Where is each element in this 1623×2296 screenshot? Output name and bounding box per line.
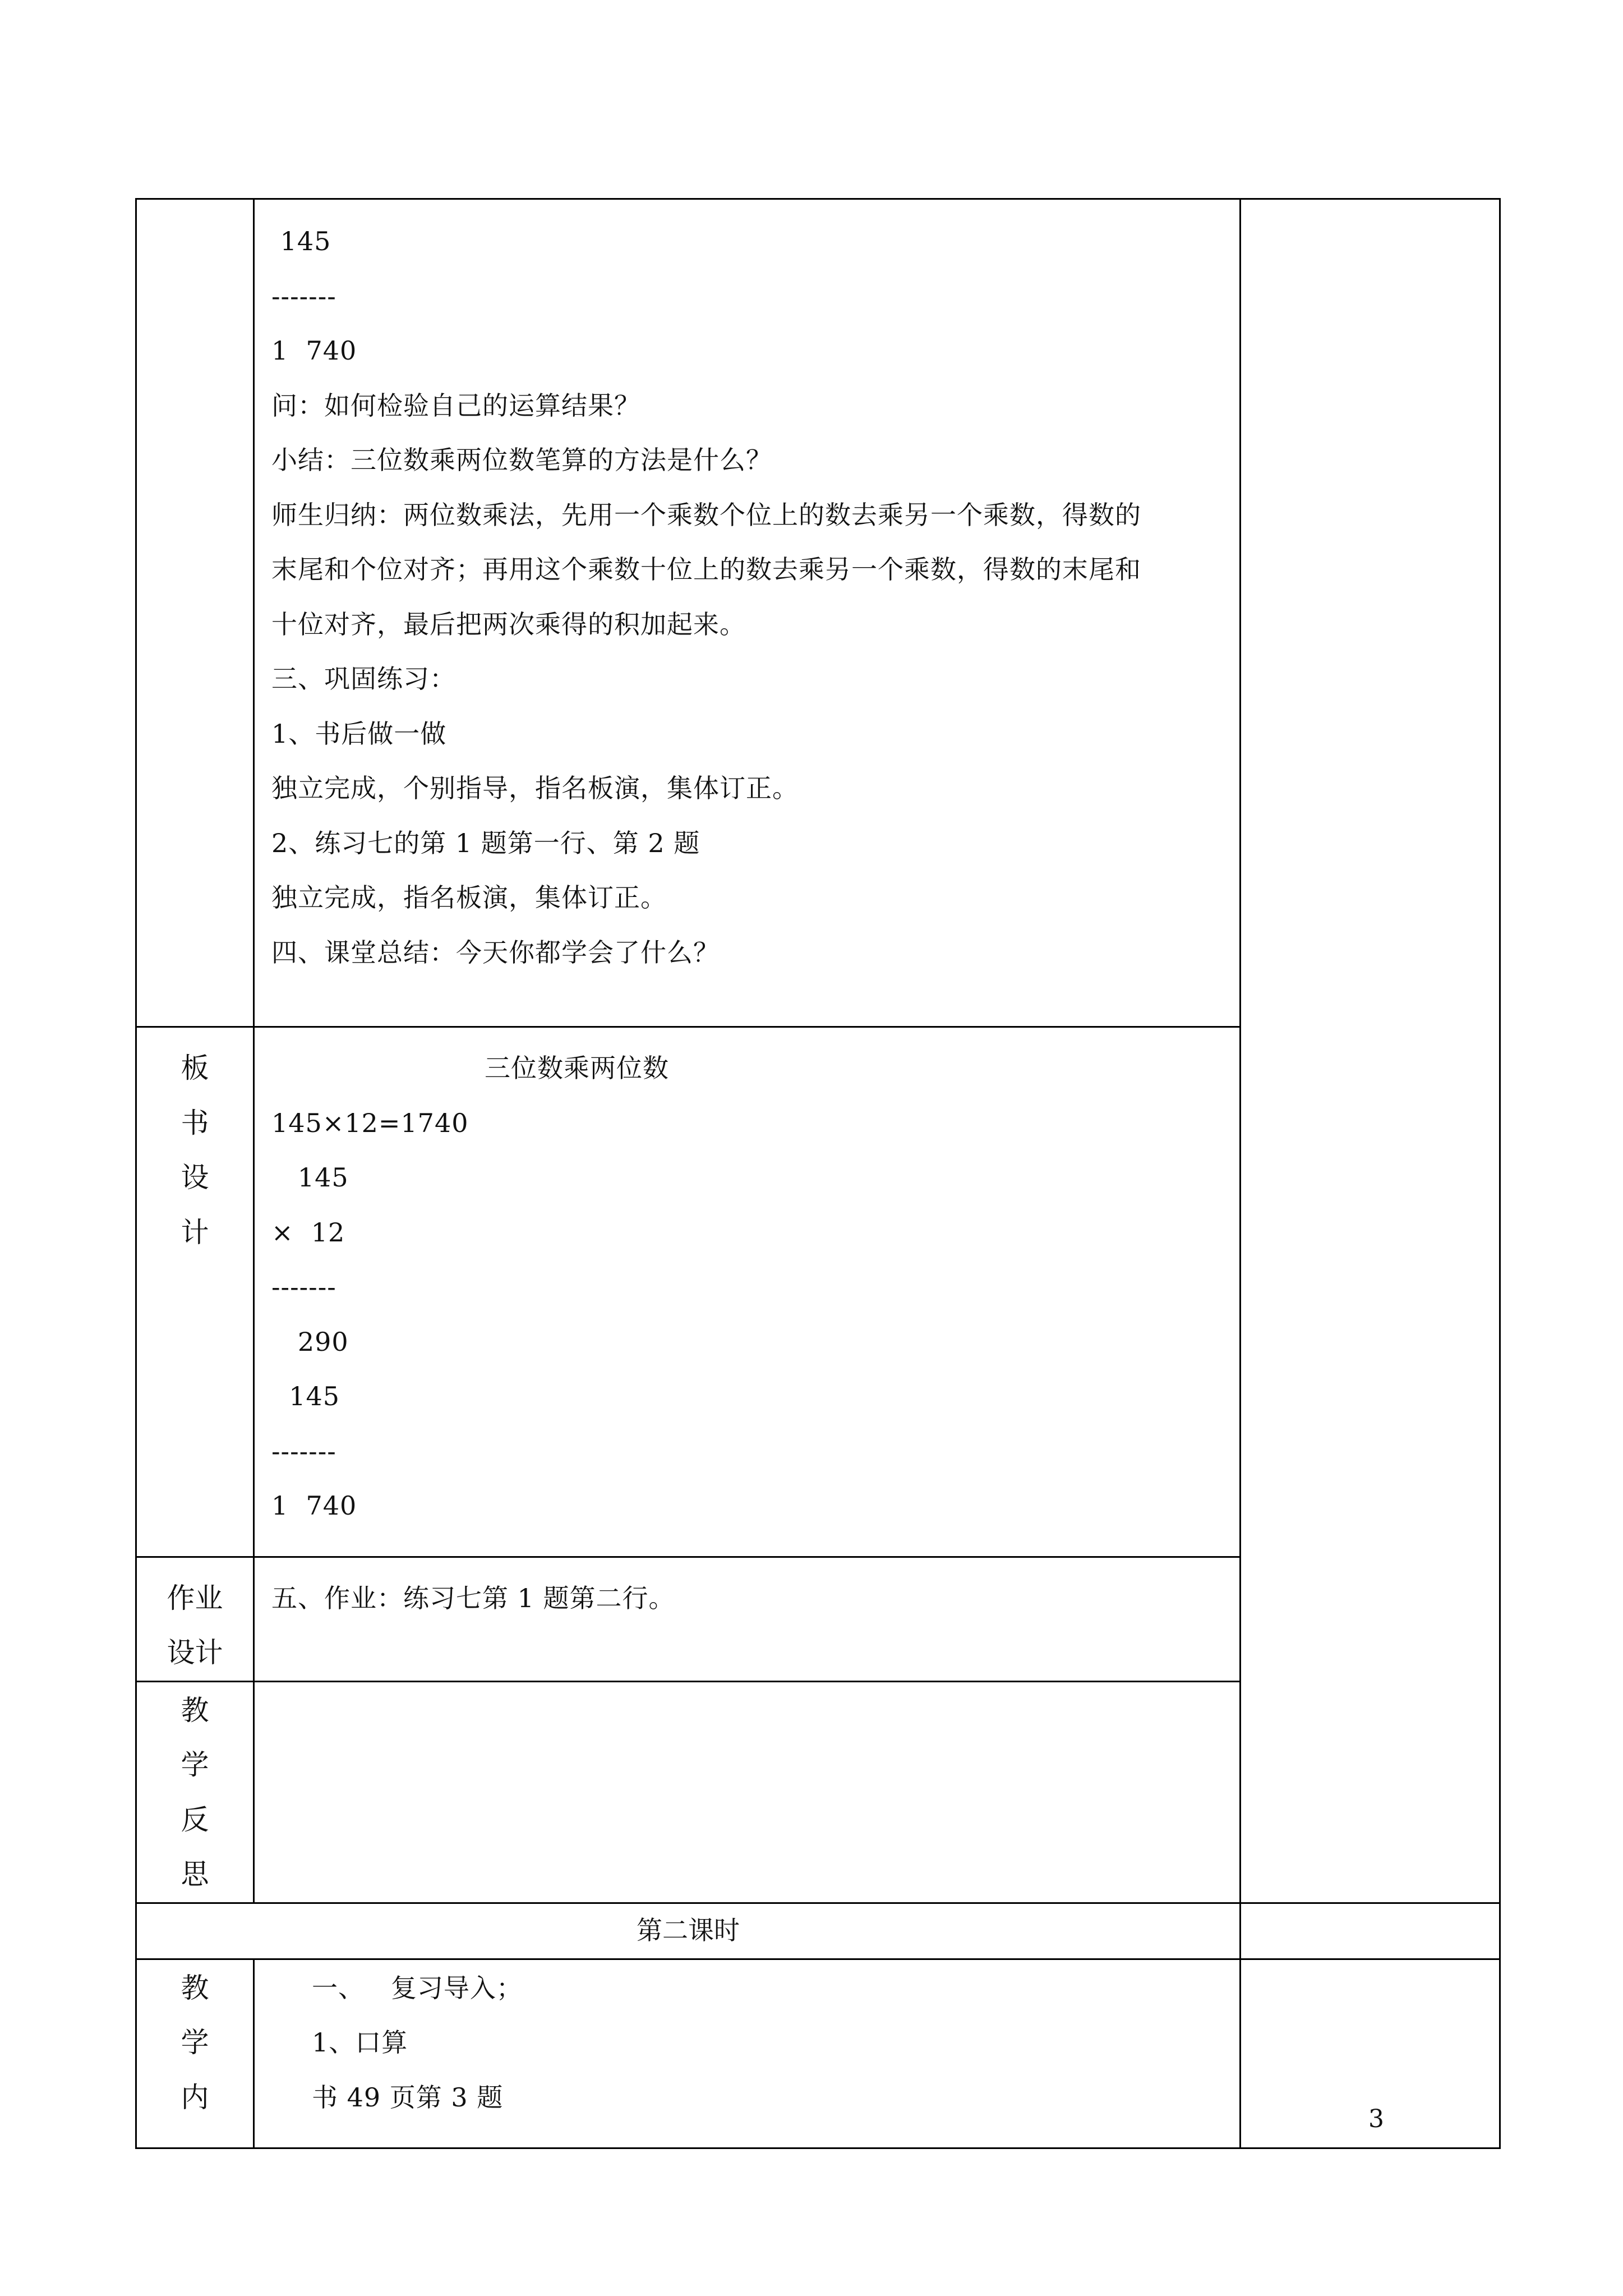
board-calc-rule: ------- (271, 1435, 336, 1466)
induction-text: 末尾和个位对齐；再用这个乘数十位上的数去乘另一个乘数，得数的末尾和 (271, 554, 1141, 585)
label-char: 内 (181, 2081, 209, 2114)
induction-text: 师生归纳：两位数乘法，先用一个乘数个位上的数去乘另一个乘数，得数的 (271, 499, 1141, 530)
page-number: 3 (1368, 2105, 1384, 2133)
process-label-cell (136, 199, 254, 1027)
exercise-note: 独立完成，个别指导，指名板演，集体订正。 (271, 773, 799, 803)
reflection-content (254, 1681, 1241, 1903)
second-lesson-title-cell (136, 1903, 1241, 1959)
exercise-item: 1、书后做一做 (271, 718, 447, 749)
second-lesson-content-row (136, 1959, 1500, 2148)
lesson-plan-table (135, 198, 1501, 2149)
oral-calc-item: 1、口算 (312, 2027, 408, 2058)
calc-rule: ------- (271, 280, 336, 311)
board-calc-line: 145 (271, 1381, 340, 1411)
question-text: 问：如何检验自己的运算结果？ (271, 390, 640, 421)
label-text: 设计 (167, 1636, 223, 1669)
label-char: 学 (181, 2026, 209, 2059)
second-lesson-content (254, 1959, 1241, 2148)
process-continuation-row (136, 199, 1500, 1027)
board-design-content (254, 1027, 1241, 1557)
board-design-label (136, 1027, 254, 1557)
label-char: 板 (181, 1052, 209, 1084)
title-row-right-cell (1241, 1903, 1500, 1959)
label-char: 计 (181, 1216, 209, 1249)
review-heading: 一、 复习导入； (312, 1972, 523, 2003)
label-char: 教 (181, 1971, 209, 2004)
label-char: 设 (181, 1161, 209, 1194)
label-text: 作业 (167, 1581, 223, 1614)
label-char: 教 (181, 1694, 209, 1727)
exercise-item: 2、练习七的第 1 题第一行、第 2 题 (271, 827, 700, 858)
section-heading: 四、课堂总结：今天你都学会了什么？ (271, 937, 720, 968)
second-lesson-title-row (136, 1903, 1500, 1959)
second-lesson-title: 第二课时 (637, 1915, 740, 1945)
induction-text: 十位对齐，最后把两次乘得的积加起来。 (271, 609, 746, 639)
label-char: 思 (181, 1858, 209, 1890)
board-equation: 145×12=1740 (271, 1107, 469, 1138)
board-calc-rule: ------- (271, 1272, 336, 1302)
label-char: 学 (181, 1749, 209, 1781)
second-lesson-label (136, 1959, 254, 2148)
label-char: 书 (181, 1106, 209, 1139)
exercise-note: 独立完成，指名板演，集体订正。 (271, 882, 667, 913)
remarks-column (1241, 199, 1500, 1903)
label-char: 反 (181, 1803, 209, 1836)
section-heading: 三、巩固练习： (271, 664, 456, 694)
book-reference: 书 49 页第 3 题 (312, 2082, 504, 2113)
board-title: 三位数乘两位数 (485, 1053, 669, 1083)
summary-text: 小结：三位数乘两位数笔算的方法是什么？ (271, 445, 772, 475)
reflection-label (136, 1681, 254, 1903)
board-calc-line: × 12 (271, 1217, 345, 1248)
calc-line: 145 (271, 226, 331, 256)
board-calc-line: 290 (271, 1326, 349, 1357)
board-calc-result: 1 740 (271, 1490, 357, 1521)
homework-content (254, 1557, 1241, 1681)
calc-result: 1 740 (271, 335, 357, 366)
board-calc-line: 145 (271, 1162, 349, 1193)
process-content-cell (254, 199, 1241, 1027)
homework-text: 五、作业：练习七第 1 题第二行。 (271, 1582, 675, 1613)
homework-label (136, 1557, 254, 1681)
